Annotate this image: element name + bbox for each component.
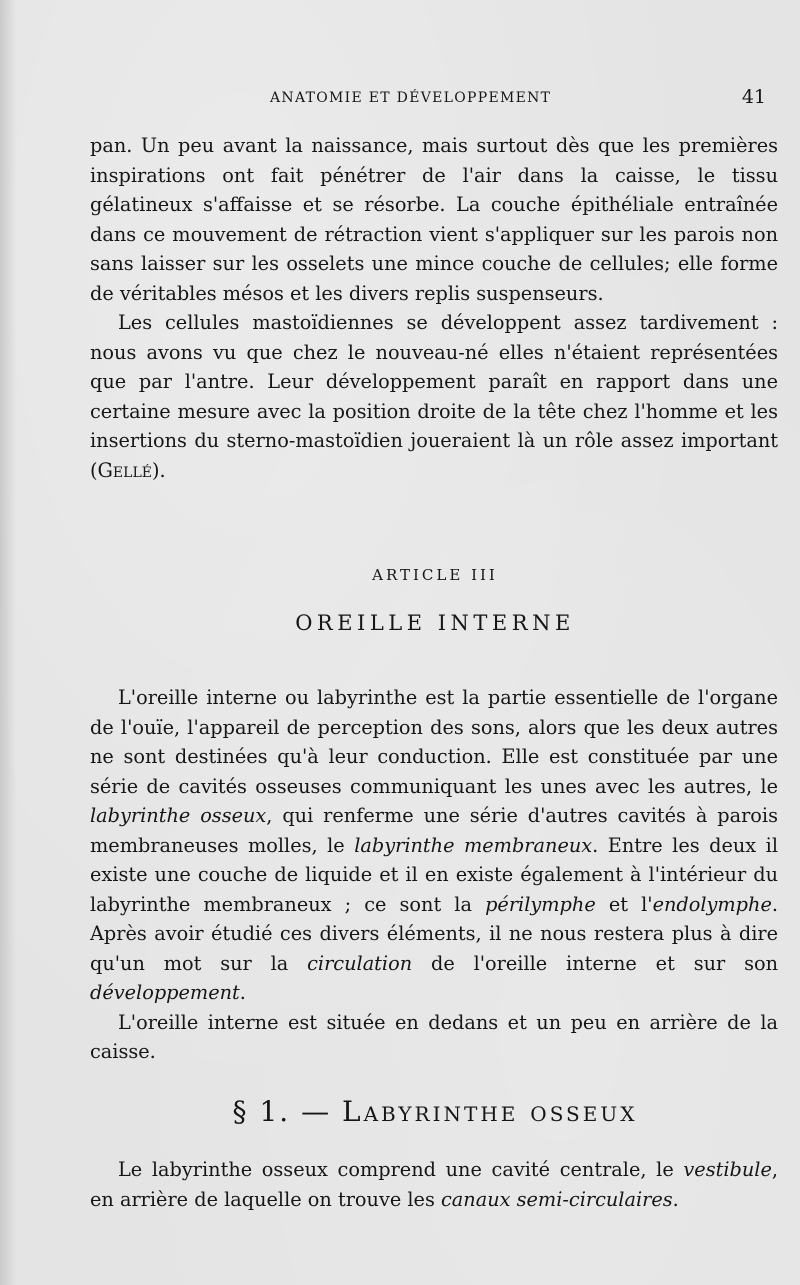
text-run: . — [672, 1187, 679, 1211]
italic-term: labyrinthe osseux — [90, 804, 267, 827]
article-title: OREILLE INTERNE — [295, 611, 575, 635]
section-title: Labyrinthe osseux — [341, 1095, 638, 1128]
running-title: ANATOMIE ET DÉVELOPPEMENT — [270, 90, 552, 106]
paragraph-location: L'oreille interne est située en dedans et un peu en arrière de la caisse. — [90, 1010, 778, 1063]
text-run: . Après avoir étudié ces divers éléments, il ne nous restera plus à dire qu'un mot sur la — [90, 892, 778, 975]
text-run: L'oreille interne ou labyrinthe est la partie essentielle de l'organe de l'ouïe, l'appareil de perception des sons, alors que les deux autres ne sont destinées qu'à leur conduction. Elle est constituée par une série de cavités osseuses communiquant les unes avec les autres, le — [90, 686, 778, 798]
section-number: § 1. — — [232, 1095, 342, 1128]
italic-term: canaux semi-circulaires — [441, 1187, 673, 1211]
author-citation: Gellé — [97, 458, 152, 482]
text-run: . — [239, 981, 246, 1004]
page-number: 41 — [741, 86, 766, 108]
italic-term: circulation — [307, 951, 413, 975]
text-block-1 — [90, 131, 778, 485]
text-run: . Entre les deux il existe une couche de liquide et il en existe également à l'intérieur du labyrinthe membraneux ; ce sont la — [90, 833, 778, 916]
text-run: l' — [641, 892, 653, 916]
article-label: ARTICLE III — [372, 566, 498, 584]
text-run: et — [595, 892, 642, 916]
italic-term: périlymphe — [485, 892, 596, 916]
paragraph-continuation: pan. Un peu avant la naissance, mais surtout dès que les premières inspirations ont fait pénétrer de l'air dans la caisse, le tissu gélatineux s'affaisse et se résorbe. La couche épithéliale entraînée dans ce mouvement de rétraction vient s'appliquer sur les parois non sans laisser sur les osselets une mince couche de cellules; elle forme de véritables mésos et les divers replis suspenseurs. — [90, 134, 778, 305]
paragraph-text: Les cellules mastoïdiennes se développent assez tardivement : nous avons vu que chez le nouveau-né elles n'étaient représentées que par l'antre. Leur développement paraît en rapport dans une certaine mesure avec la position droite de la tête chez l'homme et les insertions du sterno-mastoïdien joueraient là un rôle assez important ( — [90, 311, 778, 482]
italic-term: développement — [90, 981, 240, 1004]
paragraph-labyrinth — [90, 683, 778, 1008]
text-block-2 — [90, 683, 778, 1067]
running-head — [90, 86, 780, 112]
italic-term: endolymphe — [652, 892, 772, 916]
paragraph-vestibule — [90, 1155, 778, 1214]
italic-term: vestibule — [683, 1158, 772, 1181]
text-run: , en arrière de laquelle on trouve les — [90, 1158, 778, 1211]
paragraph-mastoid — [90, 308, 778, 485]
text-run: , qui renferme une série d'autres cavités à parois membraneuses molles, le — [90, 804, 778, 857]
page-edge-shadow — [0, 0, 16, 1285]
text-block-3 — [90, 1155, 778, 1214]
section-heading — [90, 1095, 780, 1128]
text-run: de l'oreille interne et sur son — [412, 951, 778, 975]
text-run: Le labyrinthe osseux comprend une cavité centrale, le — [118, 1158, 684, 1181]
italic-term: labyrinthe membraneux — [354, 833, 593, 857]
paragraph-end: ). — [151, 458, 166, 482]
